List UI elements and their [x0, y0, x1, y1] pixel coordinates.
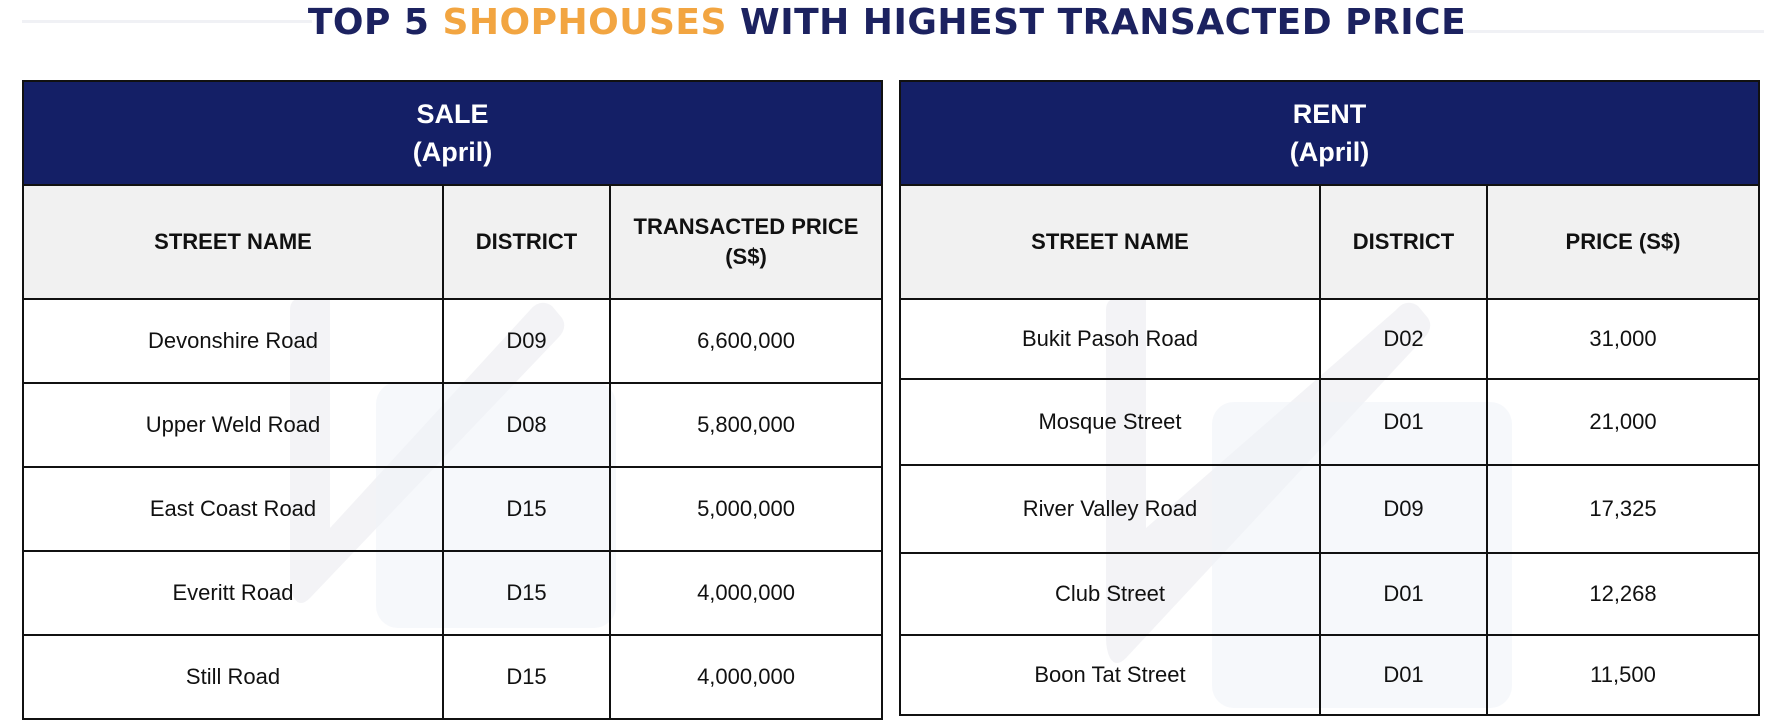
rent-district-cell: D01	[1320, 553, 1487, 635]
rent-price-cell: 11,500	[1487, 635, 1759, 715]
rent-period-label: (April)	[1289, 137, 1370, 167]
table-row	[900, 553, 1759, 635]
rent-heading-label: RENT	[1292, 99, 1367, 129]
sale-district-cell: D15	[443, 635, 610, 719]
rent-street-cell: Mosque Street	[900, 379, 1320, 465]
rent-col-street: STREET NAME	[900, 185, 1320, 299]
sale-street-cell: East Coast Road	[23, 467, 443, 551]
rent-price-cell: 17,325	[1487, 465, 1759, 553]
sale-price-cell: 4,000,000	[610, 551, 882, 635]
table-row	[23, 551, 882, 635]
rent-street-cell: Bukit Pasoh Road	[900, 299, 1320, 379]
rent-district-cell: D09	[1320, 465, 1487, 553]
rent-street-cell: Club Street	[900, 553, 1320, 635]
sale-heading-label: SALE	[416, 99, 489, 129]
sale-col-street: STREET NAME	[23, 185, 443, 299]
table-row	[900, 635, 1759, 715]
sale-street-cell: Everitt Road	[23, 551, 443, 635]
rent-street-cell: River Valley Road	[900, 465, 1320, 553]
sale-period-label: (April)	[412, 137, 493, 167]
title-part-2: WITH HIGHEST TRANSACTED PRICE	[726, 2, 1467, 43]
rent-street-cell: Boon Tat Street	[900, 635, 1320, 715]
table-row	[23, 299, 882, 383]
sale-district-cell: D09	[443, 299, 610, 383]
sale-price-cell: 5,800,000	[610, 383, 882, 467]
sale-table	[22, 80, 883, 720]
table-row	[900, 465, 1759, 553]
sale-price-cell: 5,000,000	[610, 467, 882, 551]
rent-table-heading	[900, 81, 1759, 185]
rent-table	[899, 80, 1760, 716]
table-row	[23, 383, 882, 467]
table-row	[23, 635, 882, 719]
rent-price-cell: 21,000	[1487, 379, 1759, 465]
table-row	[900, 379, 1759, 465]
sale-street-cell: Upper Weld Road	[23, 383, 443, 467]
rent-col-price: PRICE (S$)	[1487, 185, 1759, 299]
rent-district-cell: D02	[1320, 299, 1487, 379]
title-accent: SHOPHOUSES	[442, 2, 727, 43]
title-row	[0, 0, 1774, 60]
table-row	[23, 467, 882, 551]
rent-col-district: DISTRICT	[1320, 185, 1487, 299]
table-row	[900, 299, 1759, 379]
sale-street-cell: Still Road	[23, 635, 443, 719]
rent-district-cell: D01	[1320, 635, 1487, 715]
sale-col-district: DISTRICT	[443, 185, 610, 299]
page-title	[0, 2, 1774, 43]
sale-street-cell: Devonshire Road	[23, 299, 443, 383]
rent-price-cell: 12,268	[1487, 553, 1759, 635]
sale-table-heading	[23, 81, 882, 185]
sale-price-cell: 4,000,000	[610, 635, 882, 719]
title-part-1: TOP 5	[307, 2, 443, 43]
sale-district-cell: D15	[443, 467, 610, 551]
rent-district-cell: D01	[1320, 379, 1487, 465]
sale-col-price: TRANSACTED PRICE (S$)	[610, 185, 882, 299]
sale-district-cell: D15	[443, 551, 610, 635]
sale-price-cell: 6,600,000	[610, 299, 882, 383]
sale-district-cell: D08	[443, 383, 610, 467]
rent-price-cell: 31,000	[1487, 299, 1759, 379]
